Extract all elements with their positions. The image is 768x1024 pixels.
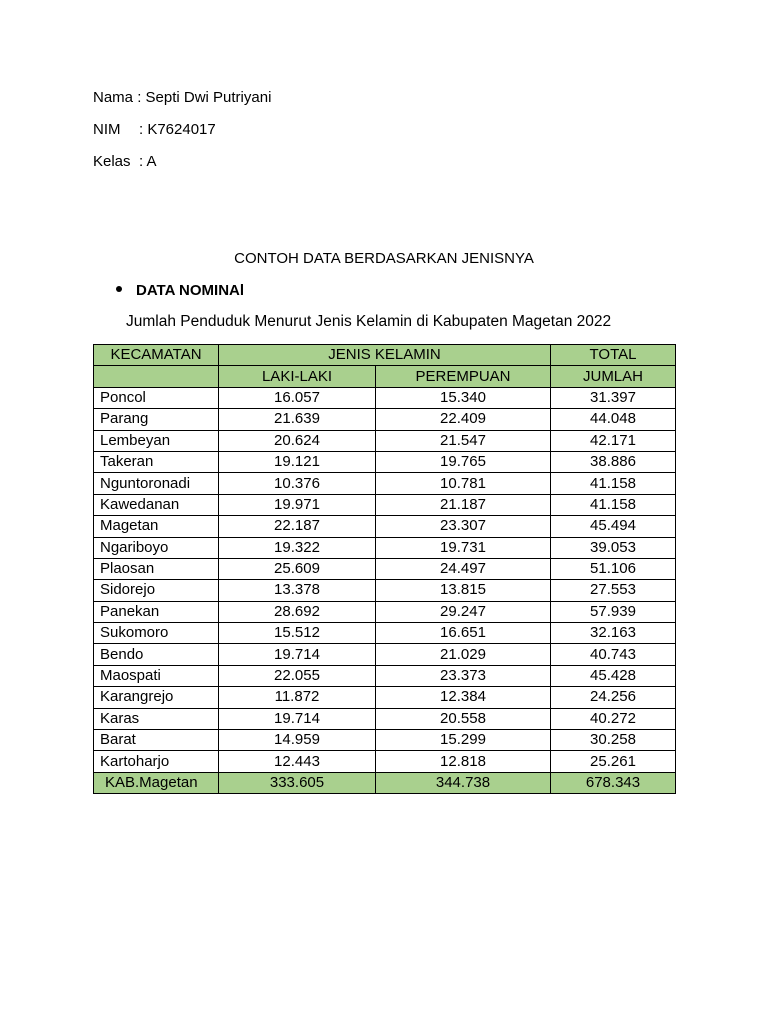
cell-jumlah: 40.743 bbox=[551, 644, 676, 665]
student-nim-line bbox=[93, 121, 216, 139]
student-name-value: : Septi Dwi Putriyani bbox=[137, 89, 272, 106]
student-nim-value: : K7624017 bbox=[139, 121, 216, 138]
student-name-line bbox=[93, 89, 271, 107]
cell-perempuan: 15.299 bbox=[376, 730, 551, 751]
header-jenis-kelamin: JENIS KELAMIN bbox=[219, 345, 551, 366]
student-nim-label: NIM bbox=[93, 121, 121, 138]
cell-kecamatan: Karangrejo bbox=[94, 687, 219, 708]
cell-kecamatan: Magetan bbox=[94, 516, 219, 537]
table-row bbox=[94, 644, 676, 665]
cell-perempuan: 22.409 bbox=[376, 409, 551, 430]
cell-perempuan: 24.497 bbox=[376, 558, 551, 579]
table-row bbox=[94, 451, 676, 472]
cell-perempuan: 19.731 bbox=[376, 537, 551, 558]
cell-jumlah: 45.428 bbox=[551, 665, 676, 686]
table-row bbox=[94, 751, 676, 772]
section-title-row bbox=[116, 282, 244, 300]
cell-laki-laki: 10.376 bbox=[219, 473, 376, 494]
document-heading: CONTOH DATA BERDASARKAN JENISNYA bbox=[234, 250, 534, 267]
cell-jumlah: 41.158 bbox=[551, 473, 676, 494]
total-cell-laki-laki: 333.605 bbox=[219, 772, 376, 793]
cell-kecamatan: Poncol bbox=[94, 387, 219, 408]
table-row bbox=[94, 387, 676, 408]
cell-kecamatan: Sidorejo bbox=[94, 580, 219, 601]
total-cell-jumlah: 678.343 bbox=[551, 772, 676, 793]
cell-laki-laki: 21.639 bbox=[219, 409, 376, 430]
table-row bbox=[94, 430, 676, 451]
cell-kecamatan: Ngariboyo bbox=[94, 537, 219, 558]
table-total-row bbox=[94, 772, 676, 793]
cell-jumlah: 25.261 bbox=[551, 751, 676, 772]
cell-perempuan: 21.187 bbox=[376, 494, 551, 515]
population-table bbox=[93, 344, 676, 794]
cell-laki-laki: 19.322 bbox=[219, 537, 376, 558]
cell-kecamatan: Karas bbox=[94, 708, 219, 729]
table-row bbox=[94, 687, 676, 708]
cell-laki-laki: 22.187 bbox=[219, 516, 376, 537]
cell-laki-laki: 19.971 bbox=[219, 494, 376, 515]
header-jumlah: JUMLAH bbox=[551, 366, 676, 387]
cell-jumlah: 39.053 bbox=[551, 537, 676, 558]
cell-jumlah: 32.163 bbox=[551, 623, 676, 644]
table-row bbox=[94, 623, 676, 644]
cell-perempuan: 23.373 bbox=[376, 665, 551, 686]
cell-laki-laki: 19.121 bbox=[219, 451, 376, 472]
cell-perempuan: 12.384 bbox=[376, 687, 551, 708]
cell-kecamatan: Sukomoro bbox=[94, 623, 219, 644]
cell-laki-laki: 19.714 bbox=[219, 644, 376, 665]
bullet-icon bbox=[116, 286, 122, 292]
cell-perempuan: 16.651 bbox=[376, 623, 551, 644]
table-row bbox=[94, 730, 676, 751]
cell-laki-laki: 13.378 bbox=[219, 580, 376, 601]
section-title: DATA NOMINAl bbox=[136, 282, 245, 299]
cell-laki-laki: 15.512 bbox=[219, 623, 376, 644]
cell-perempuan: 15.340 bbox=[376, 387, 551, 408]
header-empty-cell bbox=[94, 366, 219, 387]
table-row bbox=[94, 516, 676, 537]
population-table-body bbox=[94, 345, 676, 794]
table-row bbox=[94, 601, 676, 622]
table-caption: Jumlah Penduduk Menurut Jenis Kelamin di Kabupaten Magetan 2022 bbox=[126, 313, 612, 330]
cell-perempuan: 29.247 bbox=[376, 601, 551, 622]
student-name-label: Nama bbox=[93, 89, 134, 106]
cell-kecamatan: Maospati bbox=[94, 665, 219, 686]
cell-laki-laki: 25.609 bbox=[219, 558, 376, 579]
cell-kecamatan: Parang bbox=[94, 409, 219, 430]
cell-kecamatan: Takeran bbox=[94, 451, 219, 472]
cell-kecamatan: Lembeyan bbox=[94, 430, 219, 451]
cell-jumlah: 38.886 bbox=[551, 451, 676, 472]
cell-perempuan: 12.818 bbox=[376, 751, 551, 772]
cell-laki-laki: 11.872 bbox=[219, 687, 376, 708]
student-class-value: : A bbox=[139, 153, 157, 170]
cell-jumlah: 31.397 bbox=[551, 387, 676, 408]
total-cell-perempuan: 344.738 bbox=[376, 772, 551, 793]
cell-kecamatan: Barat bbox=[94, 730, 219, 751]
cell-laki-laki: 20.624 bbox=[219, 430, 376, 451]
cell-jumlah: 24.256 bbox=[551, 687, 676, 708]
cell-kecamatan: Kawedanan bbox=[94, 494, 219, 515]
cell-perempuan: 21.029 bbox=[376, 644, 551, 665]
cell-laki-laki: 28.692 bbox=[219, 601, 376, 622]
cell-laki-laki: 16.057 bbox=[219, 387, 376, 408]
cell-perempuan: 19.765 bbox=[376, 451, 551, 472]
table-row bbox=[94, 537, 676, 558]
cell-jumlah: 45.494 bbox=[551, 516, 676, 537]
cell-jumlah: 57.939 bbox=[551, 601, 676, 622]
cell-perempuan: 20.558 bbox=[376, 708, 551, 729]
cell-perempuan: 23.307 bbox=[376, 516, 551, 537]
table-row bbox=[94, 558, 676, 579]
cell-jumlah: 44.048 bbox=[551, 409, 676, 430]
cell-jumlah: 41.158 bbox=[551, 494, 676, 515]
header-laki-laki: LAKI-LAKI bbox=[219, 366, 376, 387]
cell-jumlah: 27.553 bbox=[551, 580, 676, 601]
cell-jumlah: 40.272 bbox=[551, 708, 676, 729]
header-perempuan: PEREMPUAN bbox=[376, 366, 551, 387]
cell-perempuan: 21.547 bbox=[376, 430, 551, 451]
cell-laki-laki: 12.443 bbox=[219, 751, 376, 772]
cell-laki-laki: 22.055 bbox=[219, 665, 376, 686]
cell-jumlah: 51.106 bbox=[551, 558, 676, 579]
cell-kecamatan: Bendo bbox=[94, 644, 219, 665]
total-cell-kecamatan: KAB.Magetan bbox=[94, 772, 219, 793]
cell-perempuan: 10.781 bbox=[376, 473, 551, 494]
cell-kecamatan: Plaosan bbox=[94, 558, 219, 579]
table-header-row-1 bbox=[94, 345, 676, 366]
cell-laki-laki: 14.959 bbox=[219, 730, 376, 751]
table-row bbox=[94, 473, 676, 494]
header-total: TOTAL bbox=[551, 345, 676, 366]
table-row bbox=[94, 708, 676, 729]
cell-jumlah: 42.171 bbox=[551, 430, 676, 451]
table-row bbox=[94, 409, 676, 430]
cell-kecamatan: Kartoharjo bbox=[94, 751, 219, 772]
student-class-label: Kelas bbox=[93, 153, 131, 170]
header-kecamatan: KECAMATAN bbox=[94, 345, 219, 366]
table-row bbox=[94, 494, 676, 515]
cell-perempuan: 13.815 bbox=[376, 580, 551, 601]
table-header-row-2 bbox=[94, 366, 676, 387]
cell-laki-laki: 19.714 bbox=[219, 708, 376, 729]
student-class-line bbox=[93, 153, 157, 171]
table-row bbox=[94, 580, 676, 601]
cell-kecamatan: Nguntoronadi bbox=[94, 473, 219, 494]
cell-kecamatan: Panekan bbox=[94, 601, 219, 622]
table-row bbox=[94, 665, 676, 686]
cell-jumlah: 30.258 bbox=[551, 730, 676, 751]
